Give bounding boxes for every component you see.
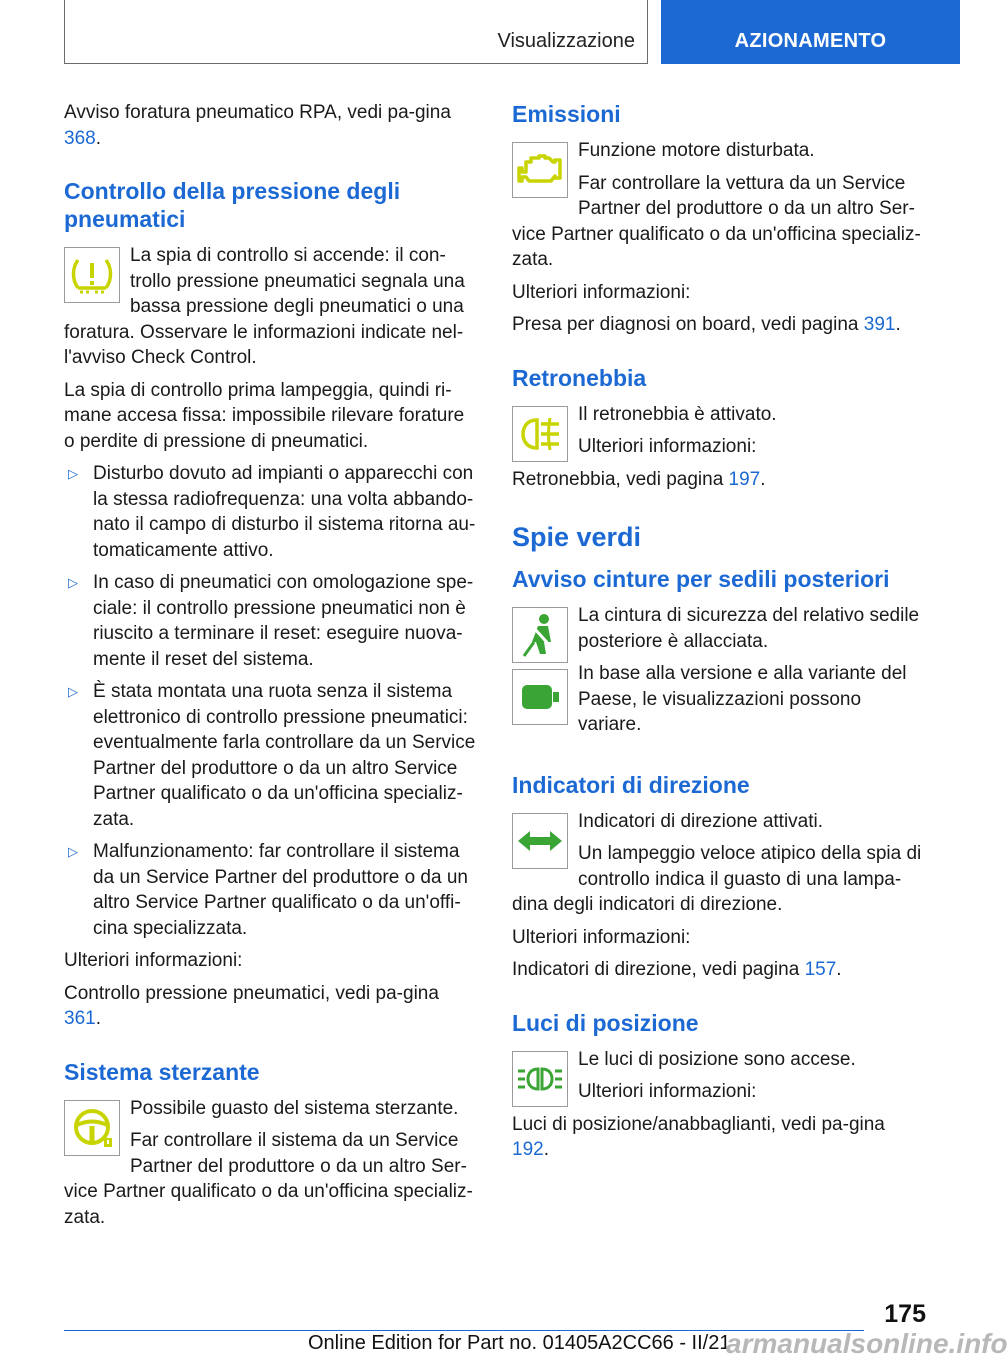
seatbelt-icon-group bbox=[512, 603, 568, 725]
watermark: armanualsonline.info bbox=[726, 1328, 1008, 1359]
turn-signal-icon bbox=[512, 813, 568, 869]
tpms-text-2: La spia di controllo prima lampeggia, quindi ri-mane accesa fissa: impossibile rilevare forature o perdite di pressione di pneumatici. bbox=[64, 379, 465, 452]
tpms-bullet-list bbox=[64, 461, 478, 941]
rear-fog-reference: Retronebbia, vedi pagina 197. bbox=[512, 468, 766, 490]
list-item: ▷ È stata montata una ruota senza il sistema elettronico di controllo pressione pneumatici: eventualmente farla controllare da un Service Partner del produttore o da un altro Service Partner qualificato o da un'officina specializ-zata. bbox=[68, 681, 476, 830]
rear-fog-text-1: Il retronebbia è attivato. bbox=[578, 403, 777, 425]
tpms-reference: Controllo pressione pneumatici, vedi pa-gina 361. bbox=[64, 982, 439, 1029]
right-column bbox=[512, 100, 924, 1170]
page-link-197[interactable]: 197 bbox=[728, 468, 761, 490]
parking-lights-more-info: Ulteriori informazioni: bbox=[578, 1081, 757, 1102]
page-number: 175 bbox=[884, 1300, 926, 1328]
turn-signal-text-1: Indicatori di direzione attivati. bbox=[578, 810, 824, 832]
section-title-turn-signal: Indicatori di direzione bbox=[512, 771, 750, 798]
bullet-triangle-icon: ▷ bbox=[68, 466, 78, 481]
section-title-seatbelt: Avviso cinture per sedili posteriori bbox=[512, 566, 890, 592]
header-tab-label: AZIONAMENTO bbox=[734, 30, 887, 52]
list-item: ▷ Malfunzionamento: far controllare il sistema da un Service Partner del produttore o da un altro Service Partner qualificato o da un'offi-cina specializzata. bbox=[68, 841, 468, 939]
tire-pressure-icon bbox=[64, 247, 120, 303]
steering-wheel-icon bbox=[64, 1100, 120, 1156]
section-title-rear-fog: Retronebbia bbox=[512, 364, 647, 391]
section-title-emissions: Emissioni bbox=[512, 101, 621, 127]
rear-fog-light-icon bbox=[512, 406, 568, 462]
section-title-parking-lights: Luci di posizione bbox=[512, 1009, 699, 1036]
turn-signal-reference: Indicatori di direzione, vedi pagina 157. bbox=[512, 959, 842, 980]
header-tab-section[interactable] bbox=[661, 0, 960, 64]
turn-signal-text-2: Un lampeggio veloce atipico della spia di controllo indica il guasto di una lampa-dina degli indicatori di direzione. bbox=[512, 843, 922, 915]
rpa-reference: Avviso foratura pneumatico RPA, vedi pa-gina 368. bbox=[64, 102, 451, 149]
section-title-tpms: Controllo della pressione degli pneumatici bbox=[64, 178, 401, 232]
page-link-391[interactable]: 391 bbox=[863, 314, 896, 335]
bullet-triangle-icon: ▷ bbox=[68, 575, 78, 590]
rear-fog-more-info: Ulteriori informazioni: bbox=[578, 436, 757, 457]
page-link-368[interactable]: 368 bbox=[64, 127, 96, 149]
page-link-361[interactable]: 361 bbox=[64, 1008, 96, 1029]
parking-lights-text-1: Le luci di posizione sono accese. bbox=[578, 1048, 856, 1070]
turn-signal-more-info: Ulteriori informazioni: bbox=[512, 926, 691, 948]
seatbelt-text-2: In base alla versione e alla variante del Paese, le visualizzazioni possono variare. bbox=[578, 663, 907, 735]
check-engine-icon bbox=[512, 142, 568, 198]
tpms-more-info: Ulteriori informazioni: bbox=[64, 950, 243, 971]
list-item: ▷ In caso di pneumatici con omologazione spe-ciale: il controllo pressione pneumatici non è riuscito a terminare il reset: eseguire nuova-mente il reset del sistema. bbox=[68, 572, 474, 670]
page-link-157[interactable]: 157 bbox=[804, 959, 837, 980]
seatbelt-rear-icon bbox=[512, 669, 568, 725]
footer-edition: Online Edition for Part no. 01405A2CC66 - II/21 bbox=[308, 1332, 731, 1354]
bullet-triangle-icon: ▷ bbox=[68, 684, 78, 699]
section-title-green-lights: Spie verdi bbox=[512, 522, 642, 552]
header-frame bbox=[64, 0, 648, 64]
left-column bbox=[64, 100, 478, 1237]
section-title-steering: Sistema sterzante bbox=[64, 1058, 260, 1085]
seatbelt-text-1: La cintura di sicurezza del relativo sedile posteriore è allacciata. bbox=[578, 605, 920, 652]
bullet-triangle-icon: ▷ bbox=[68, 844, 78, 859]
list-item: ▷ Disturbo dovuto ad impianti o apparecchi con la stessa radiofrequenza: una volta abbando-nato il campo di disturbo il sistema ritorna au-tomaticamente attivo. bbox=[68, 463, 476, 561]
steering-text-1: Possibile guasto del sistema sterzante. bbox=[130, 1097, 459, 1119]
steering-text-2: Far controllare il sistema da un Service Partner del produttore o da un altro Ser-vice Partner qualificato o da un'officina specializ-zata. bbox=[64, 1130, 473, 1228]
emissions-text-2: Far controllare la vettura da un Service Partner del produttore o da un altro Ser-vice Partner qualificato o da un'officina specializ-zata. bbox=[512, 172, 921, 270]
emissions-text-1: Funzione motore disturbata. bbox=[578, 140, 815, 161]
page-link-192[interactable]: 192 bbox=[512, 1139, 544, 1160]
header-title: Visualizzazione bbox=[497, 30, 635, 52]
parking-light-icon bbox=[512, 1051, 568, 1107]
tpms-text-1: La spia di controllo si accende: il con-trollo pressione pneumatici segnala una bassa pressione degli pneumatici o una foratura. Osservare le informazioni indicate nel-l'avviso Check Control. bbox=[64, 245, 465, 368]
parking-lights-reference: Luci di posizione/anabbaglianti, vedi pa-gina 192. bbox=[512, 1113, 885, 1160]
emissions-reference: Presa per diagnosi on board, vedi pagina 391. bbox=[512, 314, 901, 335]
emissions-more-info: Ulteriori informazioni: bbox=[512, 281, 691, 303]
seatbelt-icon bbox=[512, 607, 568, 663]
